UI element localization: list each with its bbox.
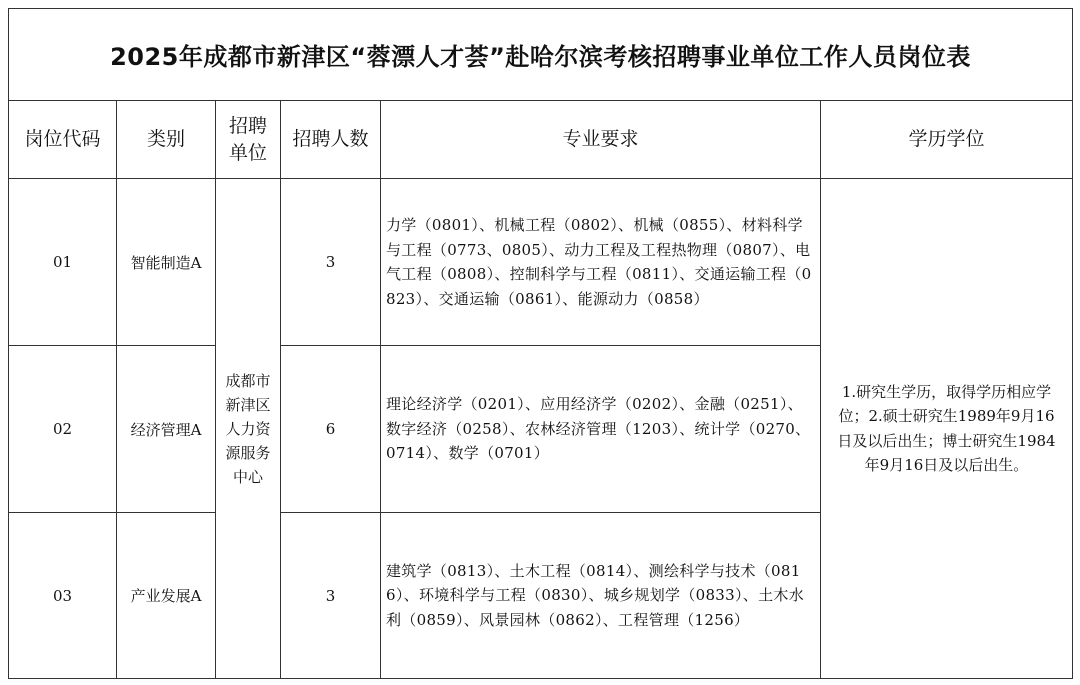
positions-table	[8, 8, 1073, 679]
table-title: 2025年成都市新津区“蓉漂人才荟”赴哈尔滨考核招聘事业单位工作人员岗位表	[9, 9, 1073, 101]
header-unit-text: 招聘单位	[228, 114, 267, 164]
title-row	[9, 9, 1073, 101]
education-cell	[821, 179, 1073, 679]
header-row	[9, 101, 1073, 179]
header-unit	[216, 101, 281, 179]
recruiting-unit-cell	[216, 179, 281, 679]
header-code: 岗位代码	[9, 101, 117, 179]
row-major: 建筑学（0813）、土木工程（0814）、测绘科学与技术（0816）、环境科学与工程（0830）、城乡规划学（0833）、土木水利（0859）、风景园林（0862）、工程管理（1256）	[381, 513, 821, 679]
row-code: 01	[9, 179, 117, 346]
row-category: 智能制造A	[117, 179, 216, 346]
row-category: 经济管理A	[117, 346, 216, 513]
row-major: 理论经济学（0201）、应用经济学（0202）、金融（0251）、数字经济（0258）、农林经济管理（1203）、统计学（0270、0714）、数学（0701）	[381, 346, 821, 513]
row-category: 产业发展A	[117, 513, 216, 679]
header-count: 招聘人数	[281, 101, 381, 179]
row-major: 力学（0801）、机械工程（0802）、机械（0855）、材料科学与工程（0773、0805）、动力工程及工程热物理（0807）、电气工程（0808）、控制科学与工程（0811）、交通运输工程（0823）、交通运输（0861）、能源动力（0858）	[381, 179, 821, 346]
row-code: 03	[9, 513, 117, 679]
recruiting-unit: 成都市新津区人力资源服务中心	[225, 371, 271, 486]
row-count: 3	[281, 179, 381, 346]
header-category: 类别	[117, 101, 216, 179]
row-code: 02	[9, 346, 117, 513]
row-count: 3	[281, 513, 381, 679]
education-requirement: 1.研究生学历，取得学历相应学位；2.硕士研究生1989年9月16日及以后出生；博士研究生1984年9月16日及以后出生。	[837, 382, 1056, 474]
header-education: 学历学位	[821, 101, 1073, 179]
row-count: 6	[281, 346, 381, 513]
header-major: 专业要求	[381, 101, 821, 179]
table-row	[9, 179, 1073, 346]
